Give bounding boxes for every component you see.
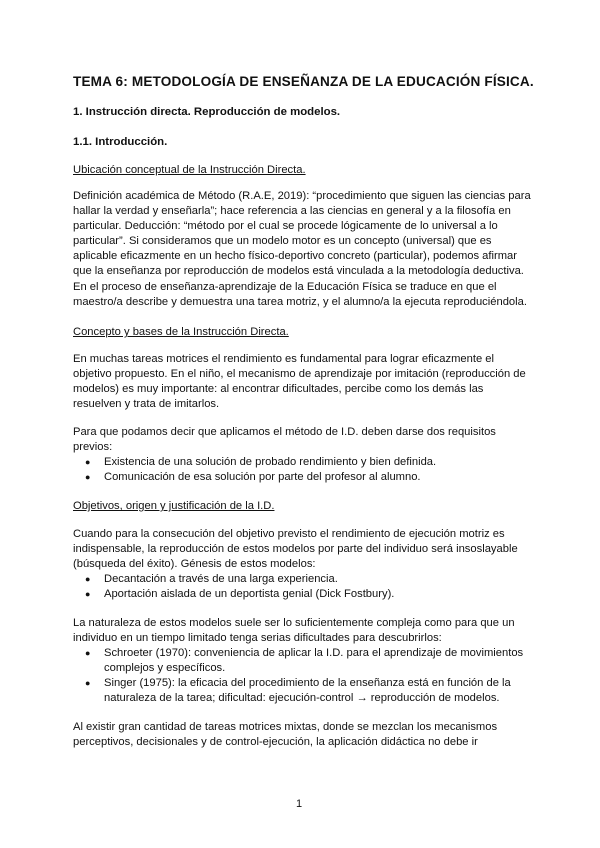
text-line: hallar la verdad y enseñarla”; hace referencia a las ciencias en general y a la filosofía en [73, 205, 511, 218]
list-item-text: Comunicación de esa solución por parte del profesor al alumno. [104, 471, 421, 484]
bullet-list [73, 646, 533, 706]
paragraph [73, 527, 535, 572]
paragraph [73, 720, 535, 750]
text-line: perceptivos, decisionales y de control-ejecución, la aplicación didáctica no debe ir [73, 736, 478, 749]
bullet-list [73, 572, 533, 602]
subsection-heading: 1.1. Introducción. [73, 136, 168, 148]
list-item-text: Singer (1975): la eficacia del procedimiento de la enseñanza está en función de la [104, 677, 511, 690]
text-line: individuo en un tiempo limitado tenga serias dificultades para descubrirlos: [73, 632, 442, 645]
text-line: Cuando para la consecución del objetivo previsto el rendimiento de ejecución motriz es [73, 528, 505, 540]
text-line: particular”. Si consideramos que un modelo motor es un concepto (universal) que es [73, 235, 492, 248]
paragraph [73, 352, 535, 412]
paragraph [73, 189, 535, 310]
text-line: Al existir gran cantidad de tareas motrices mixtas, donde se mezclan los mecanismos [73, 721, 498, 733]
text-line: aplicable eficazmente en un hecho físico-deportivo concreto (particular), podemos afirmar [73, 250, 517, 263]
text-line: Definición académica de Método (R.A.E, 2019): “procedimiento que siguen las ciencias para [73, 190, 531, 202]
text-line: En muchas tareas motrices el rendimiento es fundamental para lograr eficazmente el [73, 353, 494, 365]
page-number: 1 [296, 798, 303, 810]
list-item-text: Decantación a través de una larga experiencia. [104, 573, 338, 585]
bullet-icon: ● [85, 457, 91, 467]
document-title: TEMA 6: METODOLOGÍA DE ENSEÑANZA DE LA EDUCACIÓN FÍSICA. [73, 74, 534, 89]
text-line: (búsqueda del éxito). Génesis de estos modelos: [73, 558, 316, 571]
text-line: previos: [73, 441, 113, 454]
list-item [73, 470, 533, 485]
list-item [73, 572, 533, 587]
paragraph [73, 425, 535, 455]
text-line: maestro/a describe y demuestra una tarea motriz, y el alumno/a la ejecuta reproduciéndola. [73, 295, 527, 308]
section-heading: 1. Instrucción directa. Reproducción de modelos. [73, 106, 341, 118]
text-line: particular. Deducción: “método por el cual se procede lógicamente de lo universal a lo [73, 220, 498, 233]
paragraph [73, 616, 535, 646]
text-line: En el proceso de enseñanza-aprendizaje de la Educación Física se traduce en que el [73, 280, 497, 293]
text-line: La naturaleza de estos modelos suele ser lo suficientemente compleja como para que un [73, 617, 515, 629]
list-item-text: naturaleza de la tarea; dificultad: ejecución-control → reproducción de modelos. [104, 692, 500, 705]
list-item-text: Aportación aislada de un deportista genial (Dick Fostbury). [104, 588, 395, 601]
list-item [73, 676, 533, 706]
text-line: modelos) es muy importante: al encontrar dificultades, percibe como los demás las [73, 383, 484, 396]
list-item-text: Schroeter (1970): conveniencia de aplicar la I.D. para el aprendizaje de movimientos [104, 647, 524, 659]
list-item [73, 587, 533, 602]
list-item [73, 646, 533, 676]
bullet-icon: ● [85, 574, 91, 584]
bullet-icon: ● [85, 648, 91, 658]
underlined-subheading: Objetivos, origen y justificación de la I.D. [73, 500, 275, 512]
list-item [73, 455, 533, 470]
text-line: Para que podamos decir que aplicamos el método de I.D. deben darse dos requisitos [73, 426, 496, 438]
text-line: que la enseñanza por reproducción de modelos está vinculada a la metodología deductiva. [73, 265, 524, 278]
text-line: indispensable, la reproducción de estos modelos por parte del individuo será insoslayable [73, 543, 518, 556]
list-item-text: complejos y específicos. [104, 662, 226, 675]
list-item-text: Existencia de una solución de probado rendimiento y bien definida. [104, 456, 437, 468]
text-line: objetivo propuesto. En el niño, el mecanismo de aprendizaje por imitación (reproducción de [73, 368, 526, 381]
bullet-icon: ● [85, 678, 91, 689]
text-line: resuelven y trata de imitarlos. [73, 398, 220, 411]
underlined-subheading: Concepto y bases de la Instrucción Directa. [73, 326, 289, 338]
bullet-icon: ● [85, 589, 91, 600]
bullet-icon: ● [85, 472, 91, 483]
bullet-list [73, 455, 533, 485]
underlined-subheading: Ubicación conceptual de la Instrucción Directa. [73, 164, 306, 176]
